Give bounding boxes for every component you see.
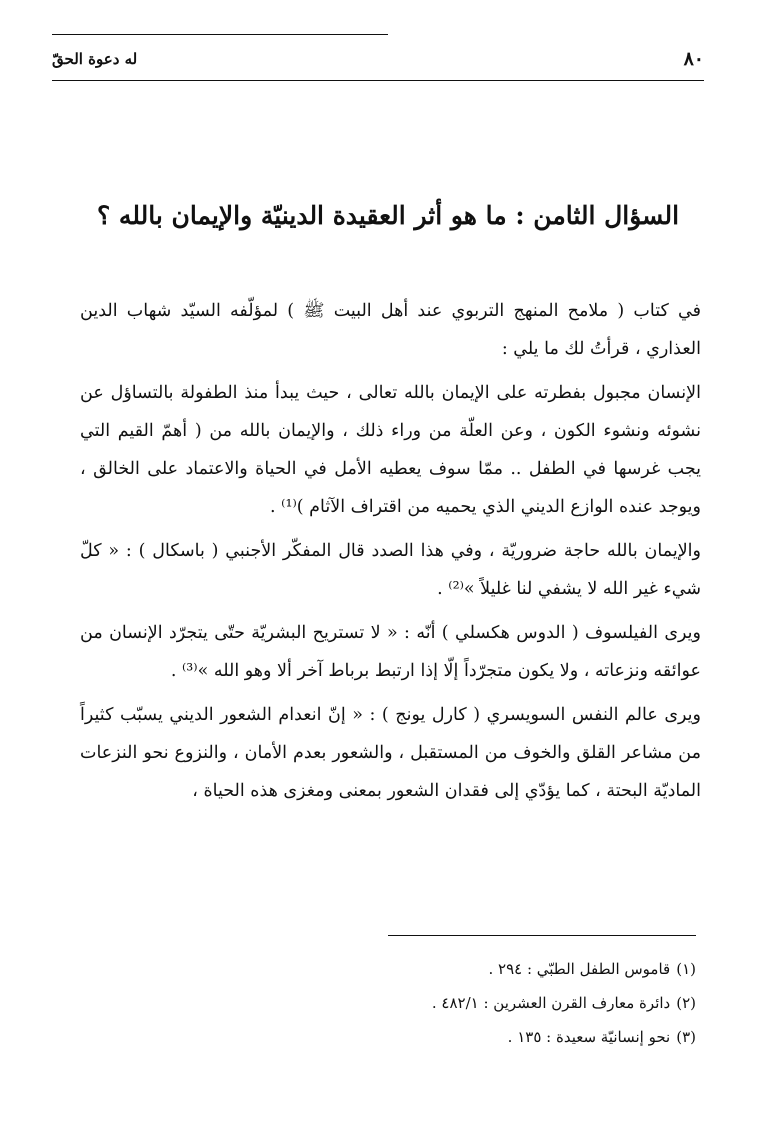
footnote-text: نحو إنسانيّة سعيدة : ١٣٥ .	[507, 1028, 671, 1046]
page-number: ٨٠	[683, 48, 704, 70]
chapter-title: السؤال الثامن : ما هو أثر العقيدة الدينيّة والإيمان بالله ؟	[96, 201, 680, 230]
running-title: له دعوة الحقّ	[52, 50, 138, 68]
paragraph: الإنسان مجبول بفطرته على الإيمان بالله تعالى ، حيث يبدأ منذ الطفولة بالتساؤل عن نشوئه ونشوء الكون ، وعن العلّة من وراء ذلك ، والإيمان بالله من ( أهمّ القيم التي يجب غرسها في الطفل .. ممّا سوف يعطيه الأمل في الحياة والاعتماد على الخالق ، ويوجد عنده الوازع الديني الذي يحميه من اقتراف الآثام )⁽¹⁾ .	[80, 383, 701, 517]
body-text	[80, 292, 701, 816]
footnote-number: (٣)	[676, 1028, 696, 1046]
header-rule-top	[52, 34, 388, 35]
footnote-number: (٢)	[676, 994, 696, 1012]
paragraph: في كتاب ( ملامح المنهج التربوي عند أهل البيت ﷺ ) لمؤلّفه السيّد شهاب الدين العذاري ، قرأتُ لك ما يلي :	[80, 301, 701, 359]
footnote-text: قاموس الطفل الطبّي : ٢٩٤ .	[488, 960, 671, 978]
footnotes	[80, 952, 696, 1054]
page-header	[52, 44, 704, 74]
paragraph: ويرى عالم النفس السويسري ( كارل يونج ) : « إنّ انعدام الشعور الديني يسبّب كثيراً من مشاعر القلق والخوف من المستقبل ، والشعور بعدم الأمان ، والنزوع نحو النزعات الماديّة البحتة ، كما يؤدّي إلى فقدان الشعور بمعنى ومغزى هذه الحياة ،	[80, 705, 701, 801]
footnote-separator	[388, 935, 696, 936]
footnote	[80, 952, 696, 986]
paragraph: ويرى الفيلسوف ( الدوس هكسلي ) أنّه : « لا تستريح البشريّة حتّى يتجرّد الإنسان من عوائقه ونزعاته ، ولا يكون متجرّداً إلّا إذا ارتبط برباط آخر ألا وهو الله »⁽³⁾ .	[80, 623, 701, 681]
footnote	[80, 1020, 696, 1054]
footnote-number: (١)	[676, 960, 696, 978]
footnote-text: دائرة معارف القرن العشرين : ٤٨٢/١ .	[431, 994, 671, 1012]
header-rule-bottom	[52, 80, 704, 81]
paragraph: والإيمان بالله حاجة ضروريّة ، وفي هذا الصدد قال المفكّر الأجنبي ( باسكال ) : « كلّ شيء غير الله لا يشفي لنا غليلاً »⁽²⁾ .	[80, 541, 701, 599]
footnote	[80, 986, 696, 1020]
